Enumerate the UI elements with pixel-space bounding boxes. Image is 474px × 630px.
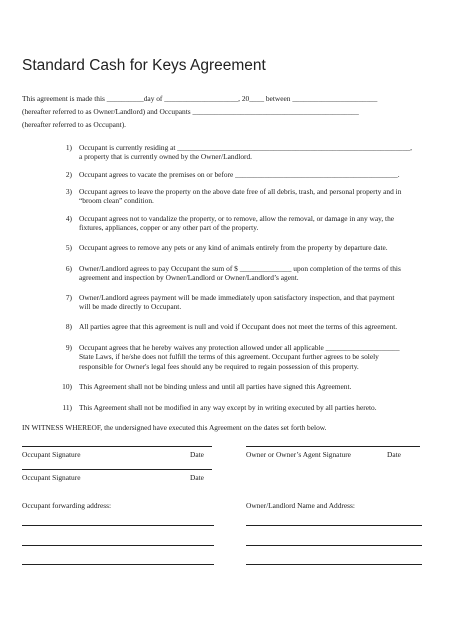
item-11-number: 11) [62, 403, 72, 412]
item-5-number: 5) [65, 243, 72, 252]
item-9-line-3: responsible for Owner's legal fees should any be required to regain possession of this property. [79, 361, 359, 371]
item-1-text [79, 143, 449, 162]
item-2-text [79, 170, 449, 179]
item-6-line-1: Owner/Landlord agrees to pay Occupant the sum of $ ______________ upon completion of the terms of this [79, 264, 401, 273]
forwarding-address-line-1[interactable] [22, 525, 214, 526]
occupant-signature-line-1[interactable] [22, 446, 212, 447]
item-6-text [79, 264, 449, 283]
item-3-line-2: “broom clean” condition. [79, 196, 154, 206]
item-5-line-1: Occupant agrees to remove any pets or any kind of animals entirely from the property by departure date. [79, 243, 388, 252]
item-10-line-1: This Agreement shall not be binding unless and until all parties have signed this Agreement. [79, 382, 352, 391]
forwarding-address-label: Occupant forwarding address: [22, 501, 112, 510]
forwarding-address-line-3[interactable] [22, 564, 214, 565]
item-1-line-1: Occupant is currently residing at _______________________________________________________________, [79, 143, 412, 152]
item-4-line-2: fixtures, appliances, copper or any other part of the property. [79, 223, 259, 233]
item-7-text [79, 293, 449, 312]
item-8-text [79, 322, 449, 331]
document-title: Standard Cash for Keys Agreement [22, 57, 266, 74]
item-4-number: 4) [65, 214, 72, 223]
item-9-text [79, 343, 449, 371]
item-2-line-1: Occupant agrees to vacate the premises on or before ____________________________________________. [79, 170, 400, 179]
intro-line-2: (hereafter referred to as Owner/Landlord) and Occupants _____________________________________________ [22, 107, 359, 116]
item-10-number: 10) [62, 382, 72, 391]
item-9-number: 9) [65, 343, 72, 352]
item-9-line-2: State Laws, if he/she does not fulfill the terms of this agreement. Occupant further agrees to be solely [79, 352, 379, 362]
item-7-number: 7) [65, 293, 72, 302]
item-1-line-2: a property that is currently owned by the Owner/Landlord. [79, 152, 253, 162]
owner-signature-label: Owner or Owner’s Agent Signature [246, 450, 351, 459]
item-6-line-2: agreement and inspection by Owner/Landlord or Owner/Landlord’s agent. [79, 273, 299, 283]
item-3-number: 3) [65, 187, 72, 196]
item-9-line-1: Occupant agrees that he hereby waives any protection allowed under all applicable ____________________ [79, 343, 400, 352]
occupant-signature-line-2[interactable] [22, 469, 212, 470]
date-label-2: Date [387, 450, 401, 459]
date-label-3: Date [190, 473, 204, 482]
item-8-line-1: All parties agree that this agreement is null and void if Occupant does not meet the terms of this agreement. [79, 322, 398, 331]
item-10-text [79, 382, 449, 391]
item-7-line-1: Owner/Landlord agrees payment will be made immediately upon satisfactory inspection, and that payment [79, 293, 395, 302]
date-label-1: Date [190, 450, 204, 459]
item-4-text [79, 214, 449, 233]
item-5-text [79, 243, 449, 252]
owner-address-line-1[interactable] [246, 525, 422, 526]
item-11-text [79, 403, 449, 412]
witness-statement: IN WITNESS WHEREOF, the undersigned have executed this Agreement on the dates set forth below. [22, 423, 327, 432]
item-6-number: 6) [65, 264, 72, 273]
item-7-line-2: will be made directly to Occupant. [79, 302, 182, 312]
owner-address-line-3[interactable] [246, 564, 422, 565]
forwarding-address-line-2[interactable] [22, 545, 214, 546]
occupant-signature-label-1: Occupant Signature [22, 450, 81, 459]
item-3-text [79, 187, 449, 206]
owner-name-address-label: Owner/Landlord Name and Address: [246, 501, 355, 510]
intro-line-1: This agreement is made this __________day of ____________________, 20____ between _______________________ [22, 94, 378, 103]
owner-address-line-2[interactable] [246, 545, 422, 546]
occupant-signature-label-2: Occupant Signature [22, 473, 81, 482]
item-11-line-1: This Agreement shall not be modified in any way except by in writing executed by all parties hereto. [79, 403, 377, 412]
owner-signature-line[interactable] [246, 446, 420, 447]
item-4-line-1: Occupant agrees not to vandalize the property, or to remove, allow the removal, or damage in any way, the [79, 214, 395, 223]
item-1-number: 1) [65, 143, 72, 152]
item-2-number: 2) [65, 170, 72, 179]
intro-line-3: (hereafter referred to as Occupant). [22, 120, 127, 129]
item-3-line-1: Occupant agrees to leave the property on the above date free of all debris, trash, and personal property and in [79, 187, 402, 196]
item-8-number: 8) [65, 322, 72, 331]
